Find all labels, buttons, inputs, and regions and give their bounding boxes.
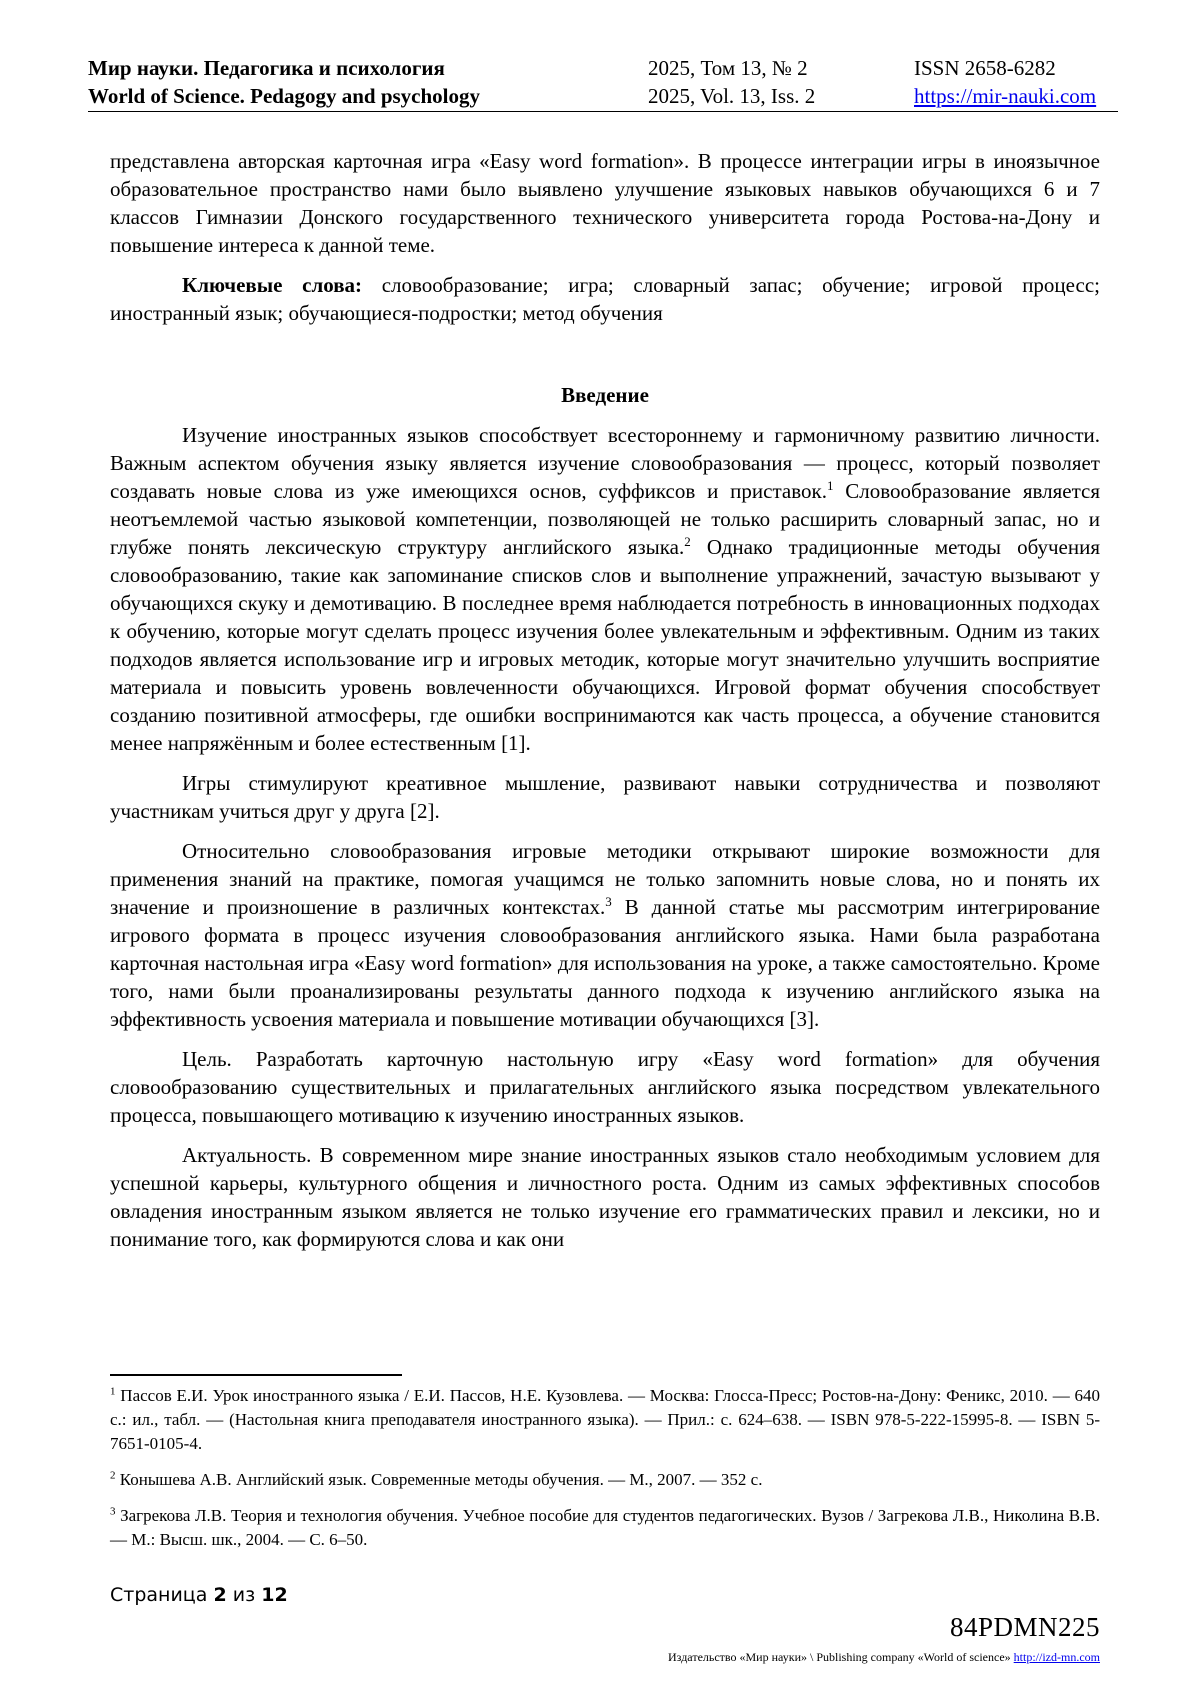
- keywords-label: Ключевые слова:: [182, 273, 363, 297]
- paragraph-1-part-c: Однако традиционные методы обучения словообразованию, такие как запоминание списков слов и выполнение упражнений, зачастую вызывают у обучающихся скуку и демотивацию. В последнее время наблюдается потребность в инновационных подходах к обучению, которые могут сделать процесс изучения более увлекательным и эффективным. Одним из таких подходов является использование игр и игровых методик, которые могут значительно улучшить восприятие материала и повысить уровень вовлеченности обучающихся. Игровой формат обучения способствует созданию позитивной атмосферы, где ошибки воспринимаются как часть процесса, а обучение становится менее напряжённым и более естественным [1].: [110, 535, 1101, 755]
- footnote-3: [110, 1504, 1100, 1552]
- issue-ru: 2025, Том 13, № 2: [648, 56, 808, 80]
- publisher-link[interactable]: http://izd-mn.com: [1013, 1650, 1100, 1664]
- page-current: 2: [213, 1584, 227, 1606]
- paragraph-3-part-b: В данной статье мы рассмотрим интегрирование игрового формата в процесс изучения словообразования английского языка. Нами была разработана карточная настольная игра «Easy word formation» для использования на уроке, а также самостоятельно. Кроме того, нами были проанализированы результаты данного подхода к изучению английского языка на эффективность усвоения материала и повышение мотивации обучающихся [3].: [110, 895, 1100, 1031]
- publisher-text: Издательство «Мир науки» \ Publishing company «World of science»: [668, 1650, 1014, 1664]
- paragraph-3-part-a: Относительно словообразования игровые методики открывают широкие возможности для применения знаний на практике, помогая учащимся не только запомнить новые слова, но и понять их значение и произношение в различных контекстах.: [110, 839, 1100, 919]
- footnote-2-num: 2: [110, 1469, 116, 1482]
- paragraph-2: Игры стимулируют креативное мышление, развивают навыки сотрудничества и позволяют участникам учиться друг у друга [2].: [110, 771, 1100, 823]
- article-body: [110, 147, 1100, 1253]
- footnote-1: [110, 1384, 1100, 1456]
- issn-block: [914, 54, 1096, 110]
- paragraph-relevance: Актуальность. В современном мире знание иностранных языков стало необходимым условием для успешной карьеры, культурного общения и личностного роста. Одним из самых эффективных способов овладения иностранным языком является не только изучение его грамматических правил и лексики, но и понимание того, как формируются слова и как они: [110, 1143, 1100, 1251]
- publisher-line: [668, 1650, 1100, 1665]
- abstract-tail: представлена авторская карточная игра «Easy word formation». В процессе интеграции игры в иноязычное образовательное пространство нами было выявлено улучшение языковых навыков обучающихся 6 и 7 классов Гимназии Донского государственного технического университета города Ростова-на-Дону и повышение интереса к данной теме.: [110, 149, 1100, 257]
- journal-title: [88, 54, 480, 110]
- paragraph-1-part-b: Словообразование является неотъемлемой частью языковой компетенции, позволяющей не только расширить словарный запас, но и глубже понять лексическую структуру английского языка.: [110, 479, 1100, 559]
- footnotes: [110, 1384, 1100, 1564]
- journal-site-link[interactable]: https://mir-nauki.com: [914, 84, 1097, 108]
- footnote-ref-1[interactable]: 1: [826, 478, 834, 493]
- footnote-divider: [110, 1374, 402, 1376]
- page-number: [110, 1584, 288, 1606]
- keywords: [110, 271, 1100, 327]
- issn: ISSN 2658-6282: [914, 56, 1056, 80]
- footnote-2-text: Конышева А.В. Английский язык. Современные методы обучения. — М., 2007. — 352 с.: [115, 1470, 763, 1489]
- paragraph-1: [110, 421, 1100, 757]
- page-label: Страница: [110, 1584, 208, 1606]
- keywords-list: словообразование; игра; словарный запас; обучение; игровой процесс; иностранный язык; обучающиеся-подростки; метод обучения: [110, 273, 1100, 325]
- footnote-1-text: Пассов Е.И. Урок иностранного языка / Е.И. Пассов, Н.Е. Кузовлева. — Москва: Глосса-Пресс; Ростов-на-Дону: Феникс, 2010. — 640 с.: ил., табл. — (Настольная книга преподавателя иностранного языка). — Прил.: с. 624–638. — ISBN 978-5-222-15995-8. — ISBN 5-7651-0105-4.: [110, 1386, 1100, 1453]
- footnote-3-text: Загрекова Л.В. Теория и технология обучения. Учебное пособие для студентов педагогических. Вузов / Загрекова Л.В., Николина В.В. — М.: Высш. шк., 2004. — С. 6–50.: [110, 1506, 1100, 1549]
- page-of: из: [232, 1584, 256, 1606]
- page-total: 12: [261, 1584, 288, 1606]
- footnote-ref-2[interactable]: 2: [684, 534, 691, 549]
- section-title: Введение: [561, 383, 649, 407]
- journal-title-ru: Мир науки. Педагогика и психология: [88, 56, 445, 80]
- article-code: 84PDMN225: [949, 1612, 1100, 1642]
- footnote-1-num: 1: [110, 1385, 116, 1398]
- paragraph-goal: Цель. Разработать карточную настольную игру «Easy word formation» для обучения словообразованию существительных и прилагательных английского языка посредством увлекательного процесса, повышающего мотивацию к изучению иностранных языков.: [110, 1047, 1100, 1127]
- journal-title-en: World of Science. Pedagogy and psychology: [88, 84, 481, 108]
- footnote-3-num: 3: [110, 1505, 116, 1518]
- page-header: [88, 50, 1118, 112]
- issue-en: 2025, Vol. 13, Iss. 2: [648, 84, 816, 108]
- footnote-ref-3[interactable]: 3: [605, 894, 612, 909]
- paragraph-1-part-a: Изучение иностранных языков способствует всестороннему и гармоничному развитию личности. Важным аспектом обучения языку является изучение словообразования — процесс, который позволяет создавать новые слова из уже имеющихся основ, суффиксов и приставок.: [110, 423, 1100, 503]
- paragraph-3: [110, 837, 1100, 1033]
- issue-info: [648, 54, 815, 110]
- footnote-2: [110, 1468, 1100, 1492]
